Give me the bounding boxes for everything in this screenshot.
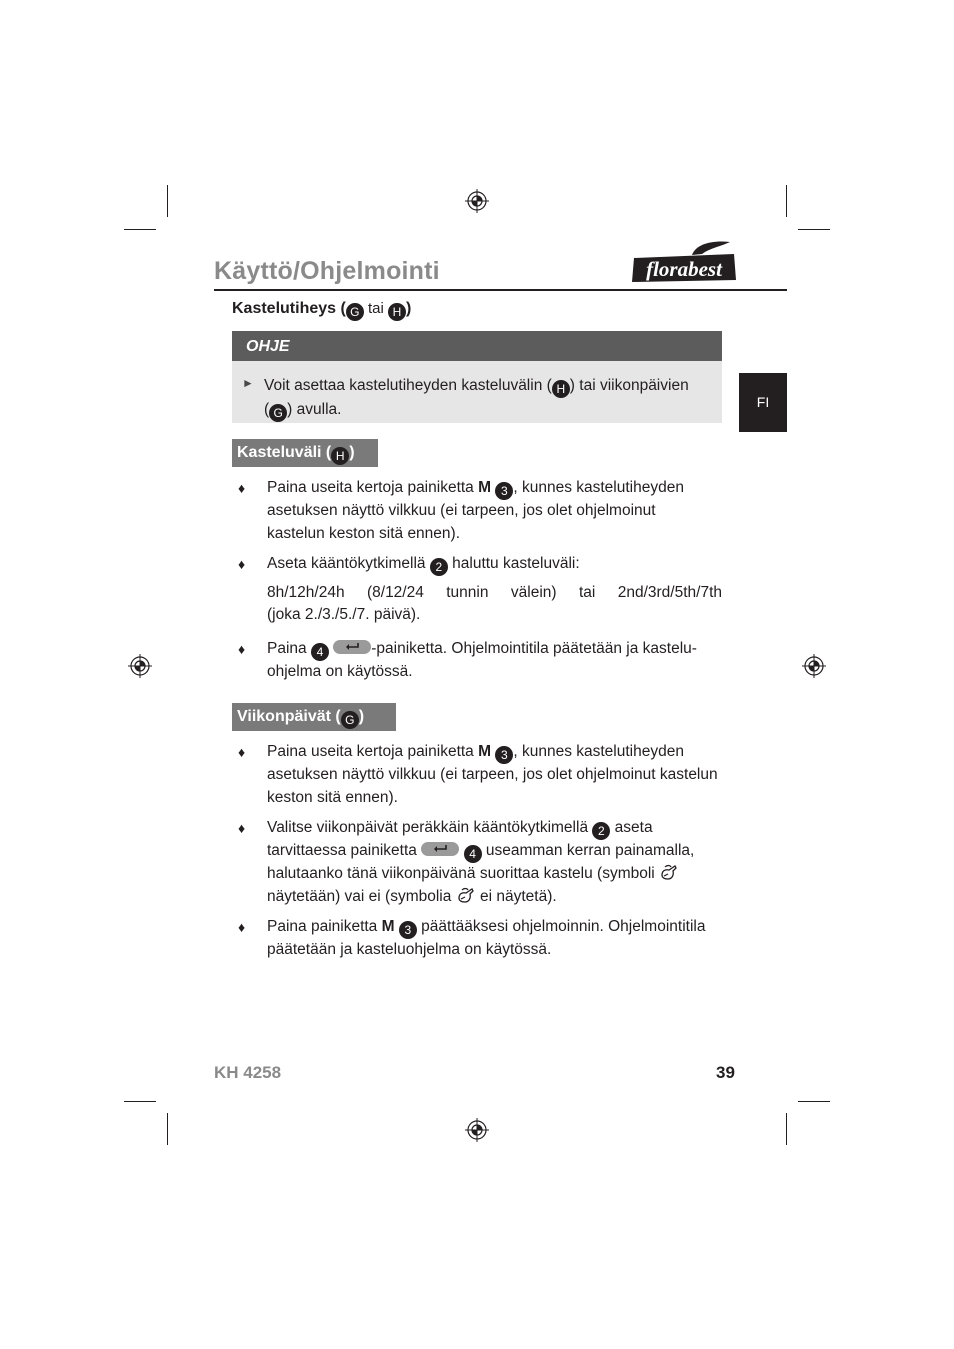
badge-h: H xyxy=(388,303,406,321)
page-title: Käyttö/Ohjelmointi xyxy=(214,257,440,285)
crop-mark xyxy=(798,229,830,230)
item-text: aseta xyxy=(610,819,653,836)
brand-logo xyxy=(630,240,740,284)
enter-key-icon xyxy=(421,842,459,856)
badge-h: H xyxy=(331,447,349,465)
bar-text: ) xyxy=(349,444,355,461)
interval-options: (joka 2./3./5./7. päivä). xyxy=(267,606,421,623)
note-text-part: ) tai viikonpäivien xyxy=(569,377,689,394)
heading-text: Kastelutiheys ( xyxy=(232,300,346,317)
list-item xyxy=(267,817,722,908)
button-m-label: M xyxy=(381,918,395,935)
button-m-label: M xyxy=(478,743,492,760)
registration-mark-icon xyxy=(465,189,489,213)
arrow-right-icon: ► xyxy=(242,376,254,390)
list-item xyxy=(267,477,722,545)
crop-mark xyxy=(124,229,156,230)
item-text: , kunnes kastelutiheyden xyxy=(513,743,684,760)
item-text: päätetään ja kasteluohjelma on käytössä. xyxy=(267,941,552,958)
section-heading-kastelutiheys xyxy=(232,300,411,321)
list-item xyxy=(267,553,722,576)
diamond-bullet-icon: ♦ xyxy=(238,556,246,572)
heading-conjunction: tai xyxy=(363,300,388,317)
item-text: keston sitä ennen). xyxy=(267,788,398,806)
diamond-bullet-icon: ♦ xyxy=(238,480,246,496)
item-text: Paina useita kertoja painiketta xyxy=(267,479,479,496)
button-m-label: M xyxy=(478,479,492,496)
watering-can-icon xyxy=(659,863,679,883)
badge-number: 3 xyxy=(495,746,513,764)
item-text: tarvittaessa painiketta xyxy=(267,842,422,859)
note-header: OHJE xyxy=(232,331,722,361)
badge-number: 2 xyxy=(430,558,448,576)
enter-key-icon xyxy=(333,640,371,654)
badge-g: G xyxy=(269,404,287,422)
badge-number: 3 xyxy=(495,482,513,500)
section-bar-viikonpaivat xyxy=(232,703,396,731)
item-text: päättääksesi ohjelmoinnin. Ohjelmointitila xyxy=(416,918,706,935)
badge-number: 4 xyxy=(311,643,329,661)
svg-text:florabest: florabest xyxy=(646,257,722,281)
item-text: Valitse viikonpäivät peräkkäin kääntökytkimellä xyxy=(267,819,593,836)
item-text: näytetään) vai ei (symbolia xyxy=(267,887,456,905)
registration-mark-icon xyxy=(802,654,826,678)
list-item xyxy=(267,916,722,962)
item-text: Paina painiketta xyxy=(267,918,382,935)
bar-text: ) xyxy=(358,708,365,725)
crop-mark xyxy=(786,185,787,217)
crop-mark xyxy=(167,1113,168,1145)
crop-mark xyxy=(167,185,168,217)
item-text: asetuksen näyttö vilkkuu (ei tarpeen, jos olet ohjelmoinut kastelun xyxy=(267,766,718,783)
registration-mark-icon xyxy=(128,654,152,678)
page-number: 39 xyxy=(716,1063,735,1082)
badge-h: H xyxy=(552,380,570,398)
crop-mark xyxy=(786,1113,787,1145)
diamond-bullet-icon: ♦ xyxy=(238,919,246,935)
model-number: KH 4258 xyxy=(214,1063,282,1082)
registration-mark-icon xyxy=(465,1118,489,1142)
interval-options: 8h/12h/24h (8/12/24 tunnin välein) tai 2nd/3rd/5th/7th xyxy=(267,584,722,601)
section-bar-kasteluvali xyxy=(232,439,378,467)
note-text-part: ( xyxy=(264,401,270,418)
diamond-bullet-icon: ♦ xyxy=(238,641,246,657)
badge-number: 4 xyxy=(464,845,482,863)
note-text-part: ) avulla. xyxy=(287,401,342,418)
badge-number: 2 xyxy=(592,822,610,840)
bar-text: Kasteluväli ( xyxy=(237,444,332,461)
crop-mark xyxy=(124,1101,156,1102)
item-text: useamman kerran painamalla, xyxy=(481,842,695,859)
florabest-logo-icon xyxy=(630,240,740,284)
item-text: ohjelma on käytössä. xyxy=(267,663,413,680)
item-text: haluttu kasteluväli: xyxy=(447,555,580,572)
item-text: Paina useita kertoja painiketta xyxy=(267,743,479,760)
item-text: -painiketta. Ohjelmointitila päätetään ja kastelu- xyxy=(371,640,697,657)
language-tab-fi: FI xyxy=(739,373,787,432)
note-text-part: Voit asettaa kastelutiheyden kasteluvälin ( xyxy=(264,377,552,394)
item-text: halutaanko tänä viikonpäivänä suorittaa kastelu (symboli xyxy=(267,865,660,882)
bar-text: Viikonpäivät ( xyxy=(237,708,341,725)
heading-text: ) xyxy=(406,300,412,317)
list-item xyxy=(267,741,722,809)
note-text xyxy=(264,374,714,422)
item-text: kastelun keston sitä ennen). xyxy=(267,524,461,542)
item-text: Paina xyxy=(267,640,311,657)
badge-g: G xyxy=(341,711,359,729)
item-text: Aseta kääntökytkimellä xyxy=(267,555,430,572)
badge-g: G xyxy=(346,303,364,321)
item-text: asetuksen näyttö vilkkuu (ei tarpeen, jos olet ohjelmoinut xyxy=(267,502,656,519)
diamond-bullet-icon: ♦ xyxy=(238,820,246,836)
diamond-bullet-icon: ♦ xyxy=(238,744,246,760)
list-item xyxy=(267,638,722,684)
header-rule xyxy=(214,289,787,291)
item-text: , kunnes kastelutiheyden xyxy=(513,479,684,496)
item-text: ei näytetä). xyxy=(475,887,557,905)
watering-can-icon xyxy=(456,886,476,906)
crop-mark xyxy=(798,1101,830,1102)
badge-number: 3 xyxy=(399,921,417,939)
